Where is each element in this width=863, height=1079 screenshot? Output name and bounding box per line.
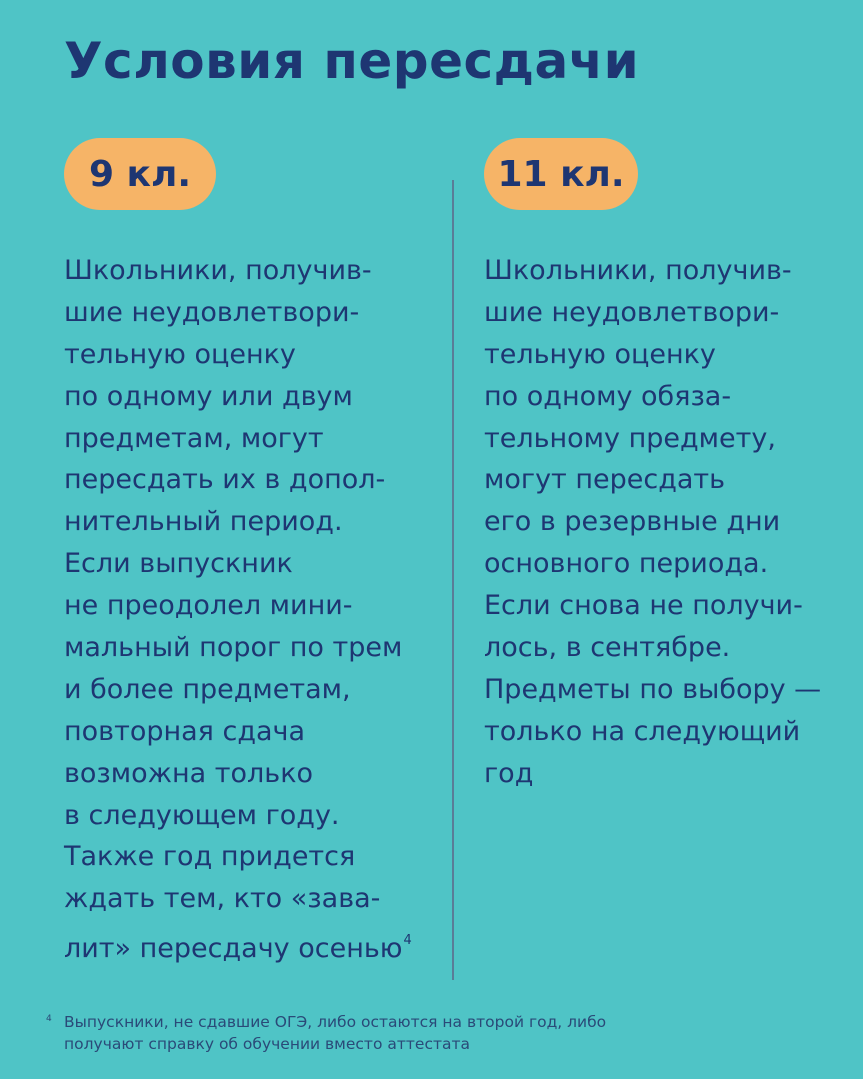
text-line: могут пересдать <box>484 464 726 496</box>
text-line: Предметы по выбору — <box>484 673 822 705</box>
text-line: Также год придется <box>64 841 356 873</box>
text-line: предметам, могут <box>64 422 324 454</box>
text-line: Школьники, получив- <box>64 255 372 286</box>
text-line: нительный период. <box>64 506 343 538</box>
grade-9-badge: 9 кл. <box>64 138 216 210</box>
page-title: Условия пересдачи <box>64 32 640 90</box>
text-line: только на следующий <box>484 715 801 747</box>
text-line: Если снова не получи- <box>484 590 803 622</box>
text-line: Школьники, получив- <box>484 255 792 286</box>
text-line: его в резервные дни <box>484 506 781 538</box>
grade-11-badge: 11 кл. <box>484 138 638 210</box>
text-line: в следующем году. <box>64 799 340 831</box>
text-line: ждать тем, кто «зава- <box>64 883 381 915</box>
text-line: год <box>484 757 534 789</box>
text-line: лит» пересдачу осенью <box>64 933 403 965</box>
text-line: по одному или двум <box>64 380 353 412</box>
text-line-last <box>64 920 412 965</box>
text-line: возможна только <box>64 757 314 789</box>
text-line: тельную оценку <box>64 338 296 370</box>
text-line: лось, в сентябре. <box>484 632 731 664</box>
footnote-line-1 <box>46 1008 606 1033</box>
text-line: пересдать их в допол- <box>64 464 386 496</box>
text-line: тельному предмету, <box>484 422 776 454</box>
text-line: повторная сдача <box>64 715 306 747</box>
text-line: мальный порог по трем <box>64 632 403 664</box>
grade-9-text <box>64 250 412 965</box>
column-divider <box>452 180 454 980</box>
text-line: не преодолел мини- <box>64 590 353 622</box>
text-line: и более предметам, <box>64 673 351 705</box>
text-line: шие неудовлетвори- <box>64 296 360 328</box>
text-line: основного периода. <box>484 548 769 580</box>
text-line: тельную оценку <box>484 338 716 370</box>
footnote-ref: 4 <box>403 933 412 949</box>
grade-11-text <box>484 250 821 795</box>
footnote-text-2: получают справку об обучении вместо аттестата <box>64 1035 471 1053</box>
text-line: Если выпускник <box>64 548 293 580</box>
text-line: шие неудовлетвори- <box>484 296 780 328</box>
footnote <box>46 1008 606 1055</box>
footnote-text-1: Выпускники, не сдавшие ОГЭ, либо остаются на второй год, либо <box>64 1013 607 1031</box>
footnote-mark: 4 <box>46 1014 52 1024</box>
text-line: по одному обяза- <box>484 380 732 412</box>
